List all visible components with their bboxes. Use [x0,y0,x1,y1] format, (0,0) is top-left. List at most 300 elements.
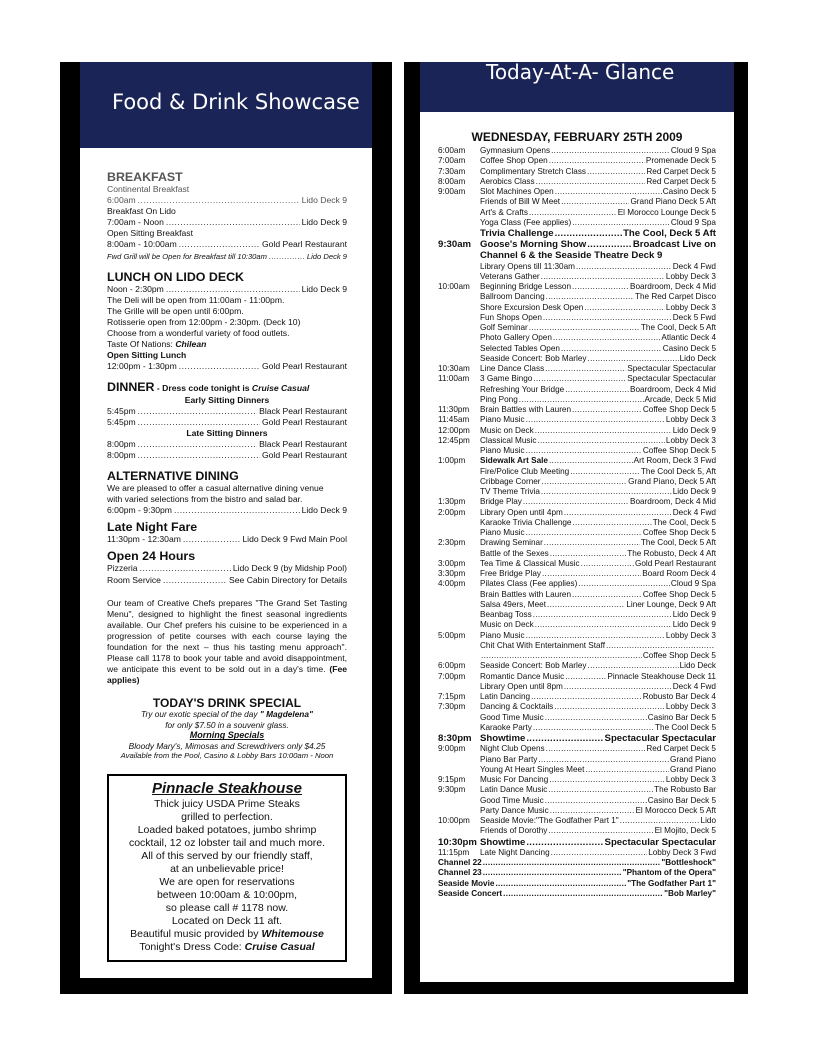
schedule-row [438,344,716,354]
schedule-row [438,197,716,207]
schedule-row [438,816,716,826]
schedule-activity [480,395,716,405]
schedule-row [438,848,716,858]
activity-name: Piano Music [480,528,525,538]
schedule-activity [480,487,716,497]
drink-line-4: Available from the Pool, Casino & Lobby Bars 10:00am - Noon [120,751,334,761]
menu-row [107,361,347,372]
activity-location: The Robusto, Deck 4 Aft [627,548,716,558]
channel-row [438,858,716,868]
schedule-row [438,631,716,641]
dinner-items [107,395,347,462]
dot-leader [503,889,663,899]
dot-leader [550,549,627,559]
dot-leader [536,177,646,187]
activity-name: Showtime [480,733,526,745]
menu-time: 7:00am - Noon [107,217,164,228]
schedule-time: 3:30pm [438,569,466,579]
glance-header [420,62,734,112]
schedule-activity [480,218,716,228]
dot-leader [581,559,634,569]
pinnacle-dress-name: Cruise Casual [244,940,315,953]
schedule-activity [480,292,716,302]
pinnacle-line: at an unbelievable price! [170,862,284,875]
activity-location: Casino Deck 5 [662,343,716,353]
schedule-activity [480,344,716,354]
dot-leader [576,262,672,272]
activity-name: Beanbag Toss [480,610,532,620]
drink-line-3: Bloody Mary's, Mimosas and Screwdrivers only $4.25 [128,740,326,751]
schedule-activity [480,826,716,836]
activity-name: Coffee Shop Open [480,156,548,166]
schedule-row [438,146,716,156]
menu-location: Black Pearl Restaurant [259,405,347,416]
menu-text: Continental Breakfast [107,184,190,194]
dot-leader [572,218,670,228]
dot-leader [584,303,665,313]
menu-time: 5:45pm [107,405,136,416]
dot-leader [179,239,260,250]
channel-name: Channel 23 [438,868,482,878]
menu-row [107,417,347,428]
activity-name: Good Time Music [480,712,544,722]
schedule-time [438,250,480,261]
menu-row [107,251,347,262]
activity-name: Ballroom Dancing [480,292,545,302]
schedule-row [438,415,716,425]
activity-name: Seaside Movie:"The Godfather Part 1" [480,816,619,826]
schedule-time: 7:00pm [438,671,466,681]
activity-location: Boardroom, Deck 4 Mid [629,384,716,394]
schedule-activity [480,806,716,816]
menu-text: Choose from a wonderful variety of food outlets. [107,328,290,339]
schedule-time: 1:00pm [438,456,466,466]
tasting-text: Our team of Creative Chefs prepares "The Grand Set Tasting Menu", designed to highlight the finest seasonal ingredients available. Our Chef prefers his cuisine to be experienced in a progression of petite courses with each course laying the foundation for the next – thus his tasting menu approach". Please call 1178 to book your table and avoid disappointment, we anticipate this event to be sold out in a day's time. [107,597,347,675]
schedule-activity [480,702,716,712]
menu-row [107,195,347,206]
morning-specials-heading: Morning Specials [189,730,265,741]
activity-location: Spectacular Spectacular [627,364,716,374]
schedule-row [438,272,716,282]
activity-name: Friends of Bill W Meet [480,197,561,207]
schedule-row [438,177,716,187]
dot-leader [483,858,661,868]
dot-leader [138,450,260,461]
menu-location: Gold Pearl Restaurant [261,361,347,372]
schedule-activity [480,239,716,250]
pinnacle-dress-prefix: Tonight's Dress Code: [139,940,245,953]
schedule-time [438,620,480,630]
dot-leader [555,228,622,239]
activity-name: Library Open until 8pm [480,681,563,691]
schedule-row [438,755,716,765]
dot-leader [561,197,629,207]
activity-location: Lido Deck 9 [672,425,716,435]
channel-listing [438,879,716,889]
pinnacle-title: Pinnacle Steakhouse [151,779,303,797]
schedule-activity [480,146,716,156]
activity-location: Pinnacle Steakhouse Deck 11 [607,671,716,681]
schedule-activity [480,333,716,343]
activity-location: The Cool, Deck 5 Aft [640,538,716,548]
activity-location: Grand Piano [670,764,716,774]
dot-leader [548,826,653,836]
schedule-time [438,197,480,207]
schedule-row [438,651,716,661]
schedule-time [438,333,480,343]
dinner-heading-line [107,380,347,394]
activity-location: Boardroom, Deck 4 Mid [629,282,716,292]
schedule-time: 7:30pm [438,702,466,712]
activity-name: Beginning Bridge Lesson [480,282,572,292]
schedule-activity [480,692,716,702]
food-drink-content [107,166,347,962]
activity-name: Night Club Opens [480,744,545,754]
schedule-time [438,395,480,405]
menu-text: Late Sitting Dinners [186,427,268,438]
menu-row [107,505,347,516]
dinner-dress-prefix: - Dress code tonight is [154,383,252,394]
channel-listing [438,889,716,899]
dinner-heading: DINNER [107,380,155,395]
dot-leader [550,806,635,816]
open24-heading: Open 24 Hours [107,549,196,564]
schedule-activity [480,785,716,795]
menu-time: 5:45pm [107,416,136,427]
activity-name: Music For Dancing [480,775,549,785]
schedule-time: 10:00pm [438,816,470,826]
activity-location: Lobby Deck 3 Fwd [648,847,716,857]
activity-name: Aerobics Class [480,176,535,186]
schedule-row [438,250,716,261]
activity-location: Promenade Deck 5 [645,156,716,166]
schedule-activity [480,848,716,858]
schedule-time: 2:30pm [438,538,466,548]
activity-name: Dancing & Cocktails [480,702,554,712]
schedule-activity [480,744,716,754]
dot-leader [548,785,653,795]
dot-leader [555,187,662,197]
schedule-time [438,313,480,323]
schedule-activity [480,354,716,364]
activity-location: The Cool Deck 5, Aft [640,466,716,476]
activity-name: Slot Machines Open [480,187,554,196]
glance-sheet [420,112,734,982]
dot-leader [588,661,679,671]
schedule-activity [480,775,716,785]
activity-name: Pilates Class (Fee applies) [480,579,578,589]
food-drink-title: Food & Drink Showcase [112,90,360,114]
dot-leader [526,733,603,744]
menu-time: 6:00am [107,195,136,206]
menu-text-emphasis: Chilean [175,339,207,350]
dot-leader [526,446,642,456]
menu-row [107,439,347,450]
dot-leader [533,723,654,733]
activity-location: Spectacular Spectacular [604,836,716,848]
dot-leader [166,217,300,228]
pinnacle-line: grilled to perfection. [181,810,273,823]
schedule-row [438,702,716,712]
schedule-time [438,354,480,364]
dot-leader [588,354,679,364]
menu-row [107,534,347,545]
schedule-activity [480,610,716,620]
schedule-row [438,538,716,548]
activity-location: Lobby Deck 3 [665,415,716,425]
menu-text: with varied selections from the bistro and salad bar. [107,494,303,505]
activity-name: Romantic Dance Music [480,671,565,681]
dot-leader [572,518,651,528]
schedule-time: 10:30am [438,364,470,374]
schedule-time [438,590,480,600]
dot-leader [543,313,672,323]
activity-name: Fire/Police Club Meeting [480,466,570,476]
menu-location: Gold Pearl Restaurant [261,449,347,460]
menu-location: Lido Deck 9 Fwd Main Pool [242,534,347,545]
lunch-items [107,284,347,373]
dot-leader [587,239,632,250]
menu-time: 6:00pm - 9:30pm [107,505,172,516]
dot-leader [549,775,665,785]
activity-location: Red Carpet Deck 5 [646,176,716,186]
dot-leader [545,713,647,723]
dot-leader [564,682,672,692]
drink-line-2: for only $7.50 in a souvenir glass. [165,719,289,730]
dot-leader [166,284,300,295]
channel-name: Seaside Movie [438,878,495,888]
dot-leader [519,395,644,405]
schedule-time: 2:00pm [438,507,466,517]
pinnacle-music-name: Whitemouse [261,927,324,940]
dot-leader [554,702,665,712]
schedule-activity [480,528,716,538]
activity-name: Line Dance Class [480,364,545,374]
activity-location: Liner Lounge, Deck 9 Aft [626,599,716,609]
activity-location: Coffee Shop Deck 5 [642,405,716,415]
schedule-time: 11:45am [438,415,470,425]
activity-location: Lido [700,816,716,826]
activity-name: Drawing Seminar [480,538,543,548]
schedule-activity [480,156,716,166]
activity-location: Coffee Shop Deck 5 [642,589,716,599]
dot-leader [544,538,640,548]
schedule-activity [480,631,716,641]
schedule-time: 3:00pm [438,558,466,568]
schedule-activity [480,405,716,415]
schedule-time: 7:15pm [438,692,466,702]
activity-name: Karaoke Trivia Challenge [480,517,572,527]
activity-name: Complimentary Stretch Class [480,166,587,176]
schedule-row [438,228,716,239]
schedule-row [438,436,716,446]
channel-rows [438,858,716,899]
schedule-activity [480,837,716,848]
menu-row [107,406,347,417]
schedule-activity [480,661,716,671]
schedule-time [438,755,480,765]
pinnacle-line: Located on Deck 11 aft. [171,914,283,927]
activity-name: Shore Excursion Desk Open [480,302,584,312]
dot-leader [570,467,640,477]
schedule-activity [480,796,716,806]
breakfast-items [107,184,347,262]
tasting-paragraph [107,598,347,687]
activity-location: The Cool, Deck 5 Aft [640,323,716,333]
schedule-time [438,713,480,723]
dot-leader [535,620,672,630]
schedule-activity [480,733,716,744]
schedule-row [438,549,716,559]
dot-leader [481,651,642,661]
schedule-row [438,590,716,600]
schedule-time: 9:00am [438,187,466,196]
schedule-time [438,344,480,354]
schedule-activity [480,497,716,507]
schedule-row [438,569,716,579]
dot-leader [587,167,645,177]
schedule-time [438,208,480,218]
open24-items [107,563,347,585]
dot-leader [138,417,260,428]
pinnacle-steakhouse-box [107,774,347,962]
menu-row [107,575,347,586]
schedule-row [438,497,716,507]
schedule-row [438,559,716,569]
schedule-activity [480,508,716,518]
dot-leader [535,426,672,436]
dot-leader [564,508,672,518]
schedule-time [438,549,480,559]
schedule-time [438,487,480,497]
breakfast-heading: BREAKFAST [107,170,183,184]
activity-name: Goose's Morning Show [480,239,587,251]
activity-name: Salsa 49ers, Meet [480,599,546,609]
schedule-row [438,385,716,395]
schedule-row [438,579,716,589]
menu-time: Noon - 2:30pm [107,283,164,294]
schedule-activity [480,713,716,723]
activity-name: 3 Game Bingo [480,374,533,384]
schedule-row [438,672,716,682]
schedule-time [438,826,480,836]
schedule-time: 9:30am [438,239,472,251]
dot-leader [551,146,670,156]
schedule-row [438,156,716,166]
activity-name: Karaoke Party [480,722,532,732]
schedule-activity [480,641,716,651]
activity-location: Arcade, Deck 5 Mid [644,394,716,404]
schedule-time: 10:00am [438,282,470,292]
dot-leader [526,415,665,425]
schedule-row [438,313,716,323]
schedule-time: 9:00pm [438,744,466,754]
schedule-activity [480,538,716,548]
activity-location: Broadcast Live on [632,239,716,251]
schedule-activity [480,374,716,384]
activity-name: Photo Gallery Open [480,333,552,343]
dot-leader [529,208,617,218]
channel-listing [438,858,716,868]
schedule-row [438,467,716,477]
schedule-activity [480,682,716,692]
schedule-row [438,323,716,333]
schedule-activity [480,208,716,218]
schedule-activity [480,467,716,477]
dot-leader [138,195,300,206]
schedule-time: 8:00am [438,176,466,186]
schedule-activity [480,723,716,733]
activity-name: Battle of the Sexes [480,548,549,558]
schedule-row [438,826,716,836]
activity-location: Deck 4 Fwd [672,261,716,271]
activity-name: Library Opens till 11:30am [480,261,575,271]
menu-time: 8:00pm [107,438,136,449]
activity-location: Casino Bar Deck 5 [647,712,716,722]
dot-leader [523,497,629,507]
dot-leader [565,385,629,395]
schedule-activity [480,559,716,569]
channel-name: Channel 22 [438,858,482,868]
activity-name: Library Open until 4pm [480,507,563,517]
activity-location: Coffee Shop Deck 5 [642,446,716,456]
schedule-row [438,775,716,785]
schedule-time [438,272,480,282]
schedule-time [438,446,480,456]
pinnacle-line: Loaded baked potatoes, jumbo shrimp [137,823,317,836]
activity-name: Music on Deck [480,425,534,435]
activity-location: Lobby Deck 3 [665,302,716,312]
schedule-row [438,374,716,384]
schedule-row [438,354,716,364]
menu-text: Early Sitting Dinners [184,394,270,405]
schedule-activity [480,197,716,207]
schedule-time [438,806,480,816]
dot-leader [140,563,231,574]
menu-location: Black Pearl Restaurant [259,438,347,449]
activity-name: Piano Music [480,446,525,456]
dot-leader [183,534,241,545]
schedule-activity [480,303,716,313]
activity-location: Coffee Shop Deck 5 [642,651,716,661]
activity-name: Piano Music [480,415,525,425]
glance-title: Today-At-A- Glance [486,60,675,84]
menu-row [107,450,347,461]
dot-leader [545,364,626,374]
menu-time: 11:30pm - 12:30am [107,534,181,545]
channel-program: "Bottleshock" [661,858,716,868]
dot-leader [179,361,260,372]
schedule-row [438,692,716,702]
schedule-row [438,661,716,671]
schedule-time: 9:30pm [438,785,466,795]
schedule-row [438,446,716,456]
activity-location: The Robusto Bar [654,785,716,795]
schedule-row [438,456,716,466]
schedule-time [438,796,480,806]
schedule-row [438,292,716,302]
schedule-activity [480,477,716,487]
schedule-activity [480,549,716,559]
channel-program: "Phantom of the Opera" [622,868,716,878]
activity-location: Cloud 9 Spa [670,146,716,155]
activity-location: The Cool Deck 5 [655,722,716,732]
pinnacle-line: We are open for reservations [159,875,295,888]
schedule-row [438,620,716,630]
dot-leader [545,796,647,806]
schedule-row [438,405,716,415]
activity-name: Seaside Concert: Bob Marley [480,661,587,671]
